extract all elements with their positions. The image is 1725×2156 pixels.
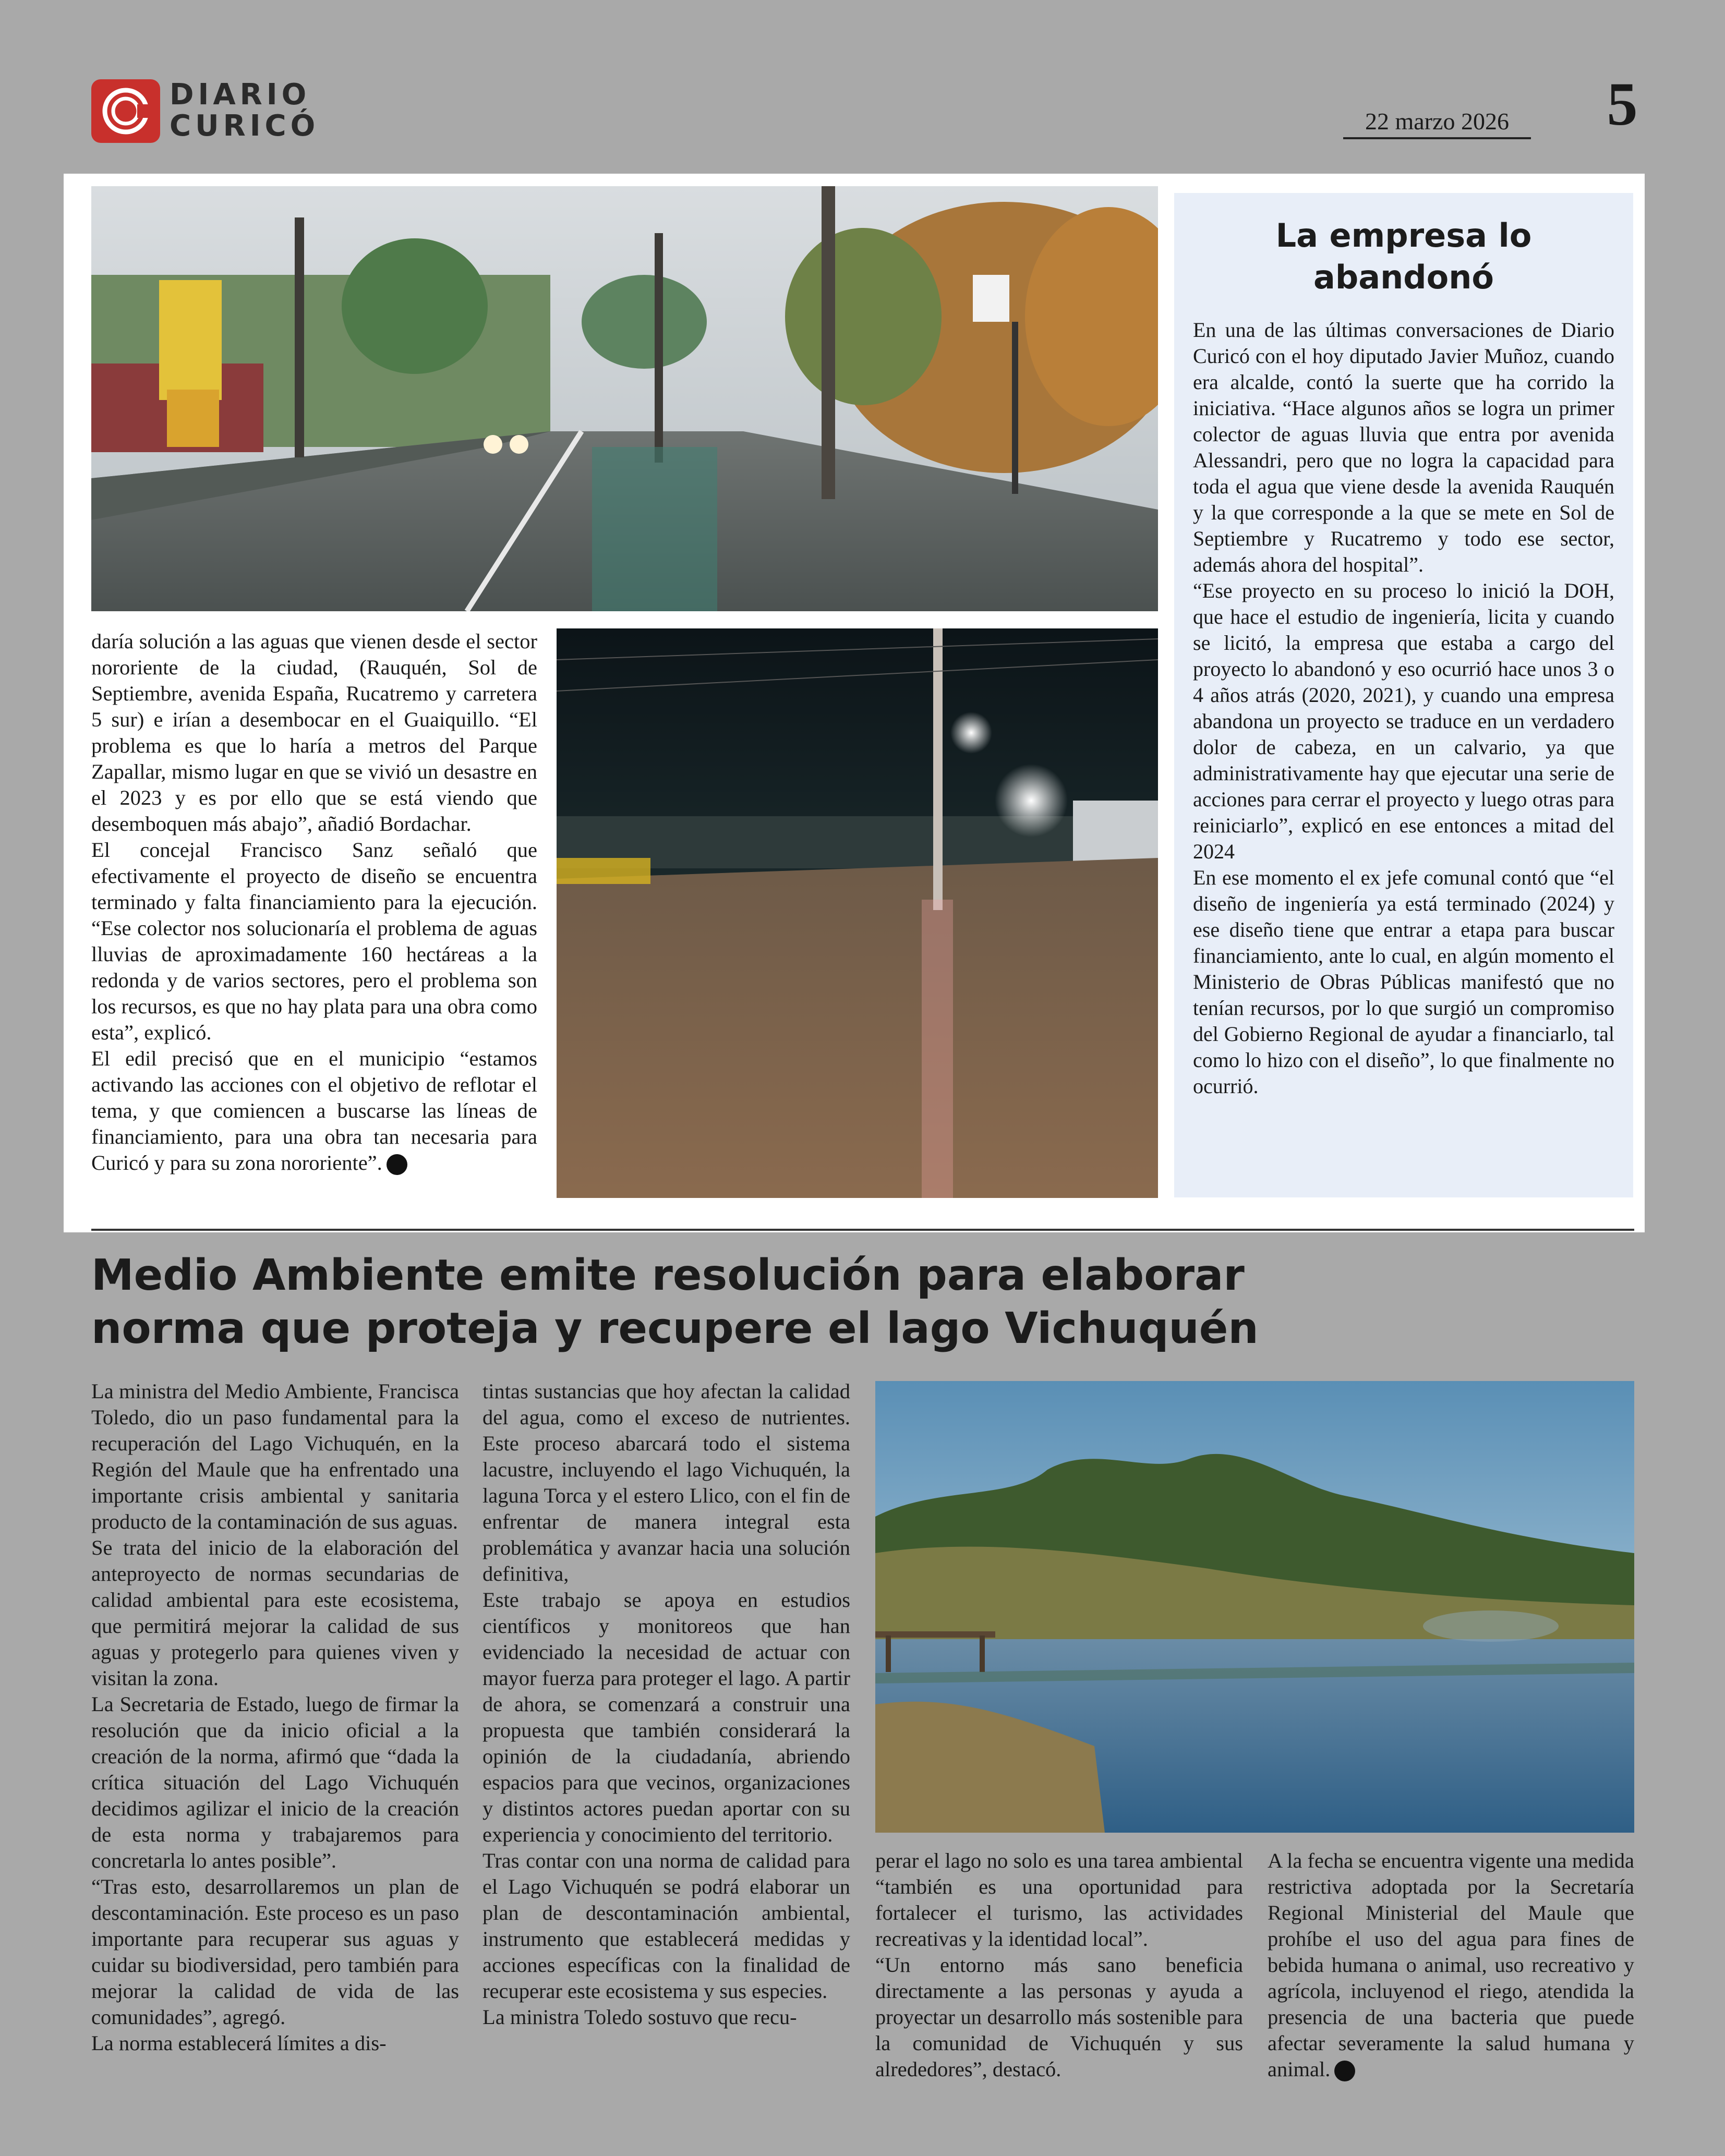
article1-left-column: [91, 628, 537, 1207]
headline-line-1: Medio Ambiente emite resolución para elaborar: [91, 1251, 1245, 1300]
article1-paragraph: daría solución a las aguas que vienen desde el sector nororiente de la ciudad, (Rauquén, Sol de Septiembre, avenida España, Rucatremo y carretera 5 sur) e irían a desembocar en el Guaiquillo. “El problema es que lo haría a metros del Parque Zapallar, mismo lugar en que se vivió un desastre en el 2023 y es por ello que se está viendo que desemboquen más abajo”, añadió Bordachar.: [91, 629, 537, 835]
sidebar-paragraph: En ese momento el ex jefe comunal contó que “el diseño de ingeniería ya está terminado (2024) y ese diseño tiene que entrar a etapa para buscar financiamiento, ante lo cual, en algún momento el Ministerio de Obras Públicas manifestó que no tenían recursos, por lo que surgió un compromiso del Gobierno Regional de ayudar a financiarlo, tal como lo hizo con el diseño”, lo que finalmente no ocurrió.: [1193, 866, 1614, 1098]
article1-paragraph: [91, 1046, 537, 1176]
article2-paragraph: perar el lago no solo es una tarea ambiental “también es una oportunidad para fortalecer el turismo, las actividades recreativas y la identidad local”.: [875, 1849, 1243, 1951]
article2-column-1: [91, 1378, 459, 2098]
logo-mark-icon: [91, 79, 160, 143]
article2-paragraph: La Secretaria de Estado, luego de firmar la resolución que da inicio oficial a la creación de la norma, afirmó que “dada la crítica situación del Lago Vichuquén decidimos agilizar el inicio de la creación de esta norma y trabajaremos para concretarla lo antes posible”.: [91, 1692, 459, 1872]
page-number: 5: [1607, 70, 1638, 138]
article2-column-4: [1268, 1848, 1634, 2098]
issue-date: 22 marzo 2026: [1343, 107, 1531, 139]
sidebar-box: [1174, 193, 1633, 1197]
diario-curico-logo[interactable]: [91, 78, 352, 144]
brand-line-1: DIARIO: [170, 78, 311, 112]
article2-paragraph: Se trata del inicio de la elaboración del anteproyecto de normas secundarias de calidad ambiental para este ecosistema, que permitirá mejorar la calidad de sus aguas y protegerlo para quienes viven y visitan la zona.: [91, 1536, 459, 1690]
sidebar-text: [1193, 317, 1614, 1099]
logo-text: [170, 79, 319, 142]
sidebar-title: La empresa lo abandonó: [1275, 216, 1532, 296]
section-divider: [91, 1229, 1634, 1231]
article2-paragraph: La ministra del Medio Ambiente, Francisca Toledo, dio un paso fundamental para la recuperación del Lago Vichuquén, en la Región del Maule que ha enfrentado una importante crisis ambiental y sanitaria producto de la contaminación de sus aguas.: [91, 1379, 459, 1533]
article1-paragraph-text: El edil precisó que en el municipio “estamos activando las acciones con el objetivo de reflotar el tema, y que comiencen a buscarse las líneas de financiamiento, para una obra tan necesaria para Curicó y para su zona nororiente”.: [91, 1047, 537, 1174]
article2-paragraph: Tras contar con una norma de calidad para el Lago Vichuquén se podrá elaborar un plan de descontaminación ambiental, instrumento que establecerá medidas y acciones específicas con la finalidad de recuperar este ecosistema y sus especies.: [482, 1849, 850, 2003]
sidebar-paragraph: “Ese proyecto en su proceso lo inició la DOH, que hace el estudio de ingeniería, licita y cuando se licitó, la empresa que estaba a cargo del proyecto lo abandonó y eso ocurrió hace unos 3 o 4 años atrás (2020, 2021), y cuando una empresa abandona un proyecto se traduce en un verdadero dolor de cabeza, en un calvario, ya que administrativamente hay que ejecutar una serie de acciones para cerrar el proyecto y luego otras para reiniciarlo”, explicó en ese entonces a mitad del 2024: [1193, 579, 1614, 863]
article2-column-2: [482, 1378, 850, 2098]
article2-paragraph: La norma establecerá límites a dis-: [91, 2031, 387, 2055]
sidebar-paragraph: En una de las últimas conversaciones de Diario Curicó con el hoy diputado Javier Muñoz, cuando era alcalde, contó la suerte que ha corrido la iniciativa. “Hace algunos años se logra un primer colector de aguas lluvia que entra por avenida Alessandri, pero que no logra la capacidad para toda el agua que viene desde la avenida Rauquén y la que corresponde a la que se mete en Sol de Septiembre y Rucatremo y todo ese sector, además ahora del hospital”.: [1193, 318, 1614, 576]
article2-headline: [91, 1249, 1630, 1366]
headline-line-2: norma que proteja y recupere el lago Vichuquén: [91, 1304, 1259, 1353]
lake-vichuquen-photo: [875, 1381, 1634, 1833]
night-flooded-street-photo: [557, 628, 1158, 1198]
brand-line-2: CURICÓ: [170, 109, 320, 143]
article2-paragraph: “Un entorno más sano beneficia directamente a las personas y ayuda a proyectar un desarrollo más sostenible para la comunidad de Vichuquén y sus alrededores”, destacó.: [875, 1953, 1243, 2081]
article2-paragraph: Este trabajo se apoya en estudios científicos y monitoreos que han evidenciado la necesidad de actuar con mayor fuerza para proteger el lago. A partir de ahora, se comenzará a construir una propuesta que también considerará la opinión de la ciudadanía, abriendo espacios para que vecinos, organizaciones y distintos actores puedan aportar con su experiencia y conocimiento del territorio.: [482, 1588, 850, 1846]
article2-paragraph: tintas sustancias que hoy afectan la calidad del agua, como el exceso de nutrientes. Este proceso abarcará todo el sistema lacustre, incluyendo el lago Vichuquén, la laguna Torca y el estero Llico, con el fin de enfrentar de manera integral esta problemática y avanzar hacia una solución definitiva,: [482, 1379, 850, 1585]
article1-paragraph: El concejal Francisco Sanz señaló que efectivamente el proyecto de diseño se encuentra terminado y falta financiamiento para la ejecución. “Ese colector nos solucionaría el problema de aguas lluvias de aproximadamente 160 hectáreas a la redonda y de varios sectores, pero el problema son los recursos, es que no hay plata para una obra como esta”, explicó.: [91, 838, 537, 1044]
article2-column-3: [875, 1848, 1243, 2098]
article2-paragraph: La ministra Toledo sostuvo que recu-: [482, 2005, 797, 2029]
article2-paragraph: [1268, 1848, 1634, 2082]
end-mark-icon: [1334, 2061, 1355, 2081]
article2-paragraph-text: A la fecha se encuentra vigente una medida restrictiva adoptada por la Secretaría Regional Ministerial del Maule que prohíbe el uso del agua para fines de bebida humana o animal, uso recreativo y agrícola, incluyenod el riego, atendida la presencia de una bacteria que puede afectar severamente la salud humana y animal.: [1268, 1849, 1634, 2081]
article2-paragraph: “Tras esto, desarrollaremos un plan de descontaminación. Este proceso es un paso importante para recuperar sus aguas y cuidar su biodiversidad, pero también para mejorar la calidad de vida de las comunidades”, agregó.: [91, 1875, 459, 2029]
end-mark-icon: [387, 1154, 407, 1175]
rainy-street-photo: [91, 186, 1158, 611]
